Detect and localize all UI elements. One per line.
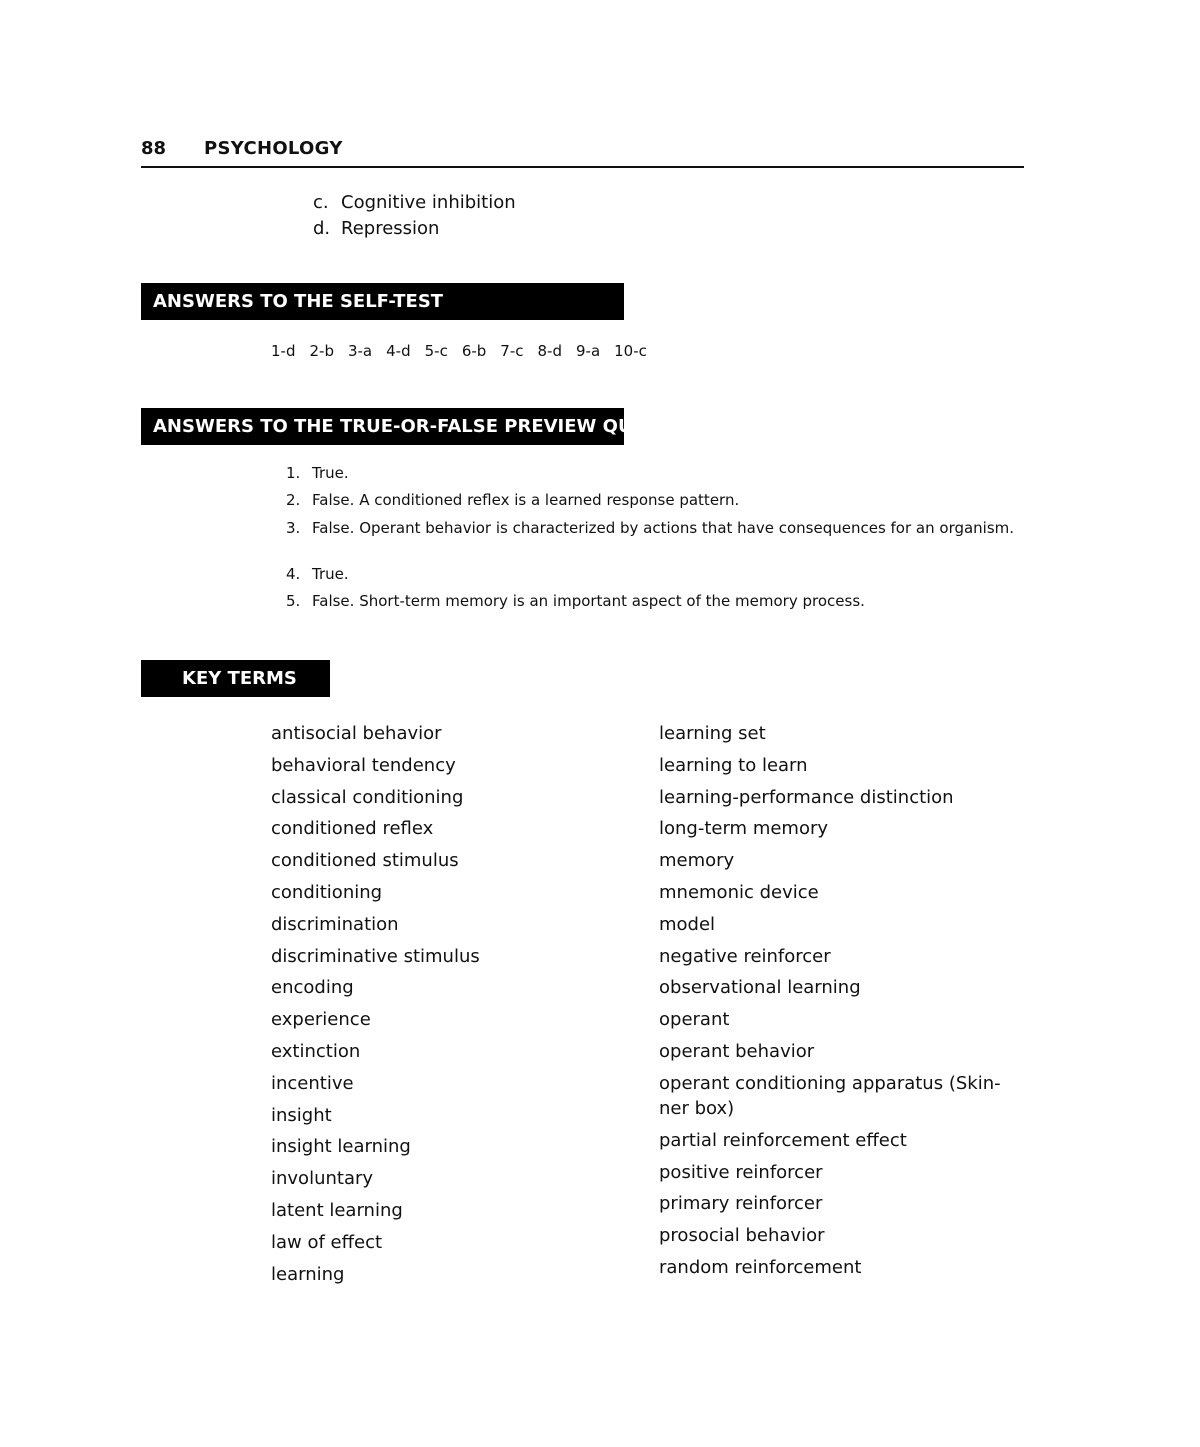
option-letter: c. <box>313 192 329 213</box>
key-term: learning <box>271 1263 345 1285</box>
option-d <box>313 216 516 242</box>
key-term: conditioned stimulus <box>271 850 459 872</box>
book-title: PSYCHOLOGY <box>204 138 343 159</box>
key-term: primary reinforcer <box>659 1193 823 1215</box>
item-number: 2. <box>286 491 301 509</box>
list-item <box>286 565 1023 592</box>
self-test-heading: ANSWERS TO THE SELF-TEST <box>141 283 624 320</box>
key-term: mnemonic device <box>659 881 819 903</box>
key-term: discrimination <box>271 913 399 935</box>
key-term: experience <box>271 1009 371 1031</box>
key-term: positive reinforcer <box>659 1161 823 1183</box>
option-c <box>313 190 516 216</box>
answer-item: 4-d <box>386 342 411 360</box>
key-terms-right-column <box>659 718 1024 1284</box>
key-term: extinction <box>271 1040 361 1062</box>
key-term: conditioning <box>271 881 383 903</box>
list-item <box>286 519 1023 565</box>
page-number: 88 <box>141 138 167 159</box>
answer-item: 2-b <box>309 342 334 360</box>
key-terms-heading: KEY TERMS <box>141 660 330 697</box>
item-text: False. Short-term memory is an important aspect of the memory process. <box>312 592 865 610</box>
key-term: model <box>659 913 716 935</box>
key-term: learning set <box>659 723 766 744</box>
key-term: latent learning <box>271 1199 403 1221</box>
key-term: incentive <box>271 1072 354 1094</box>
true-false-answers <box>286 464 1023 610</box>
item-text: True. <box>312 464 349 482</box>
key-term: involuntary <box>271 1168 374 1190</box>
key-term: random reinforcement <box>659 1256 862 1278</box>
question-options <box>313 190 516 242</box>
key-term: observational learning <box>659 977 861 999</box>
key-terms-left-column <box>271 718 480 1290</box>
key-term: classical conditioning <box>271 786 464 808</box>
item-number: 5. <box>286 592 301 610</box>
key-term: discriminative stimulus <box>271 945 480 967</box>
item-text: True. <box>312 565 349 583</box>
key-term: conditioned reflex <box>271 818 434 840</box>
key-term: learning to learn <box>659 754 808 776</box>
key-term: antisocial behavior <box>271 723 442 744</box>
key-term: encoding <box>271 977 354 999</box>
key-term: insight <box>271 1104 332 1126</box>
answer-item: 5-c <box>424 342 448 360</box>
key-term: long-term memory <box>659 818 829 840</box>
key-term: partial reinforcement effect <box>659 1129 907 1151</box>
key-term: negative reinforcer <box>659 945 831 967</box>
key-term: prosocial behavior <box>659 1225 825 1247</box>
key-term: learning-performance distinction <box>659 786 954 808</box>
key-term: insight learning <box>271 1136 411 1158</box>
key-term: operant conditioning apparatus (Skin- ner box) <box>659 1072 1001 1119</box>
self-test-answers <box>271 340 661 362</box>
key-term: law of effect <box>271 1231 383 1253</box>
answer-item: 9-a <box>575 342 601 360</box>
list-item <box>286 464 1023 491</box>
option-letter: d. <box>313 218 331 239</box>
answer-item: 6-b <box>461 342 487 360</box>
item-number: 4. <box>286 565 301 583</box>
answer-item: 1-d <box>271 342 296 360</box>
list-item <box>286 491 1023 519</box>
true-false-heading: ANSWERS TO THE TRUE-OR-FALSE PREVIEW QUIZ <box>141 408 624 445</box>
answer-item: 10-c <box>614 342 647 360</box>
answer-item: 8-d <box>537 342 562 360</box>
key-term: memory <box>659 850 735 872</box>
option-text: Repression <box>341 218 440 239</box>
answer-item: 7-c <box>500 342 524 360</box>
answer-item: 3-a <box>347 342 373 360</box>
key-term: operant <box>659 1009 730 1031</box>
running-header <box>141 138 1024 168</box>
item-text: False. Operant behavior is characterized by actions that have consequences for an organism. <box>312 519 1015 537</box>
list-item <box>286 592 1023 610</box>
option-text: Cognitive inhibition <box>341 192 516 213</box>
key-term: behavioral tendency <box>271 754 456 776</box>
item-text: False. A conditioned reflex is a learned response pattern. <box>312 491 740 509</box>
item-number: 1. <box>286 464 301 482</box>
item-number: 3. <box>286 519 301 537</box>
key-term: operant behavior <box>659 1040 815 1062</box>
